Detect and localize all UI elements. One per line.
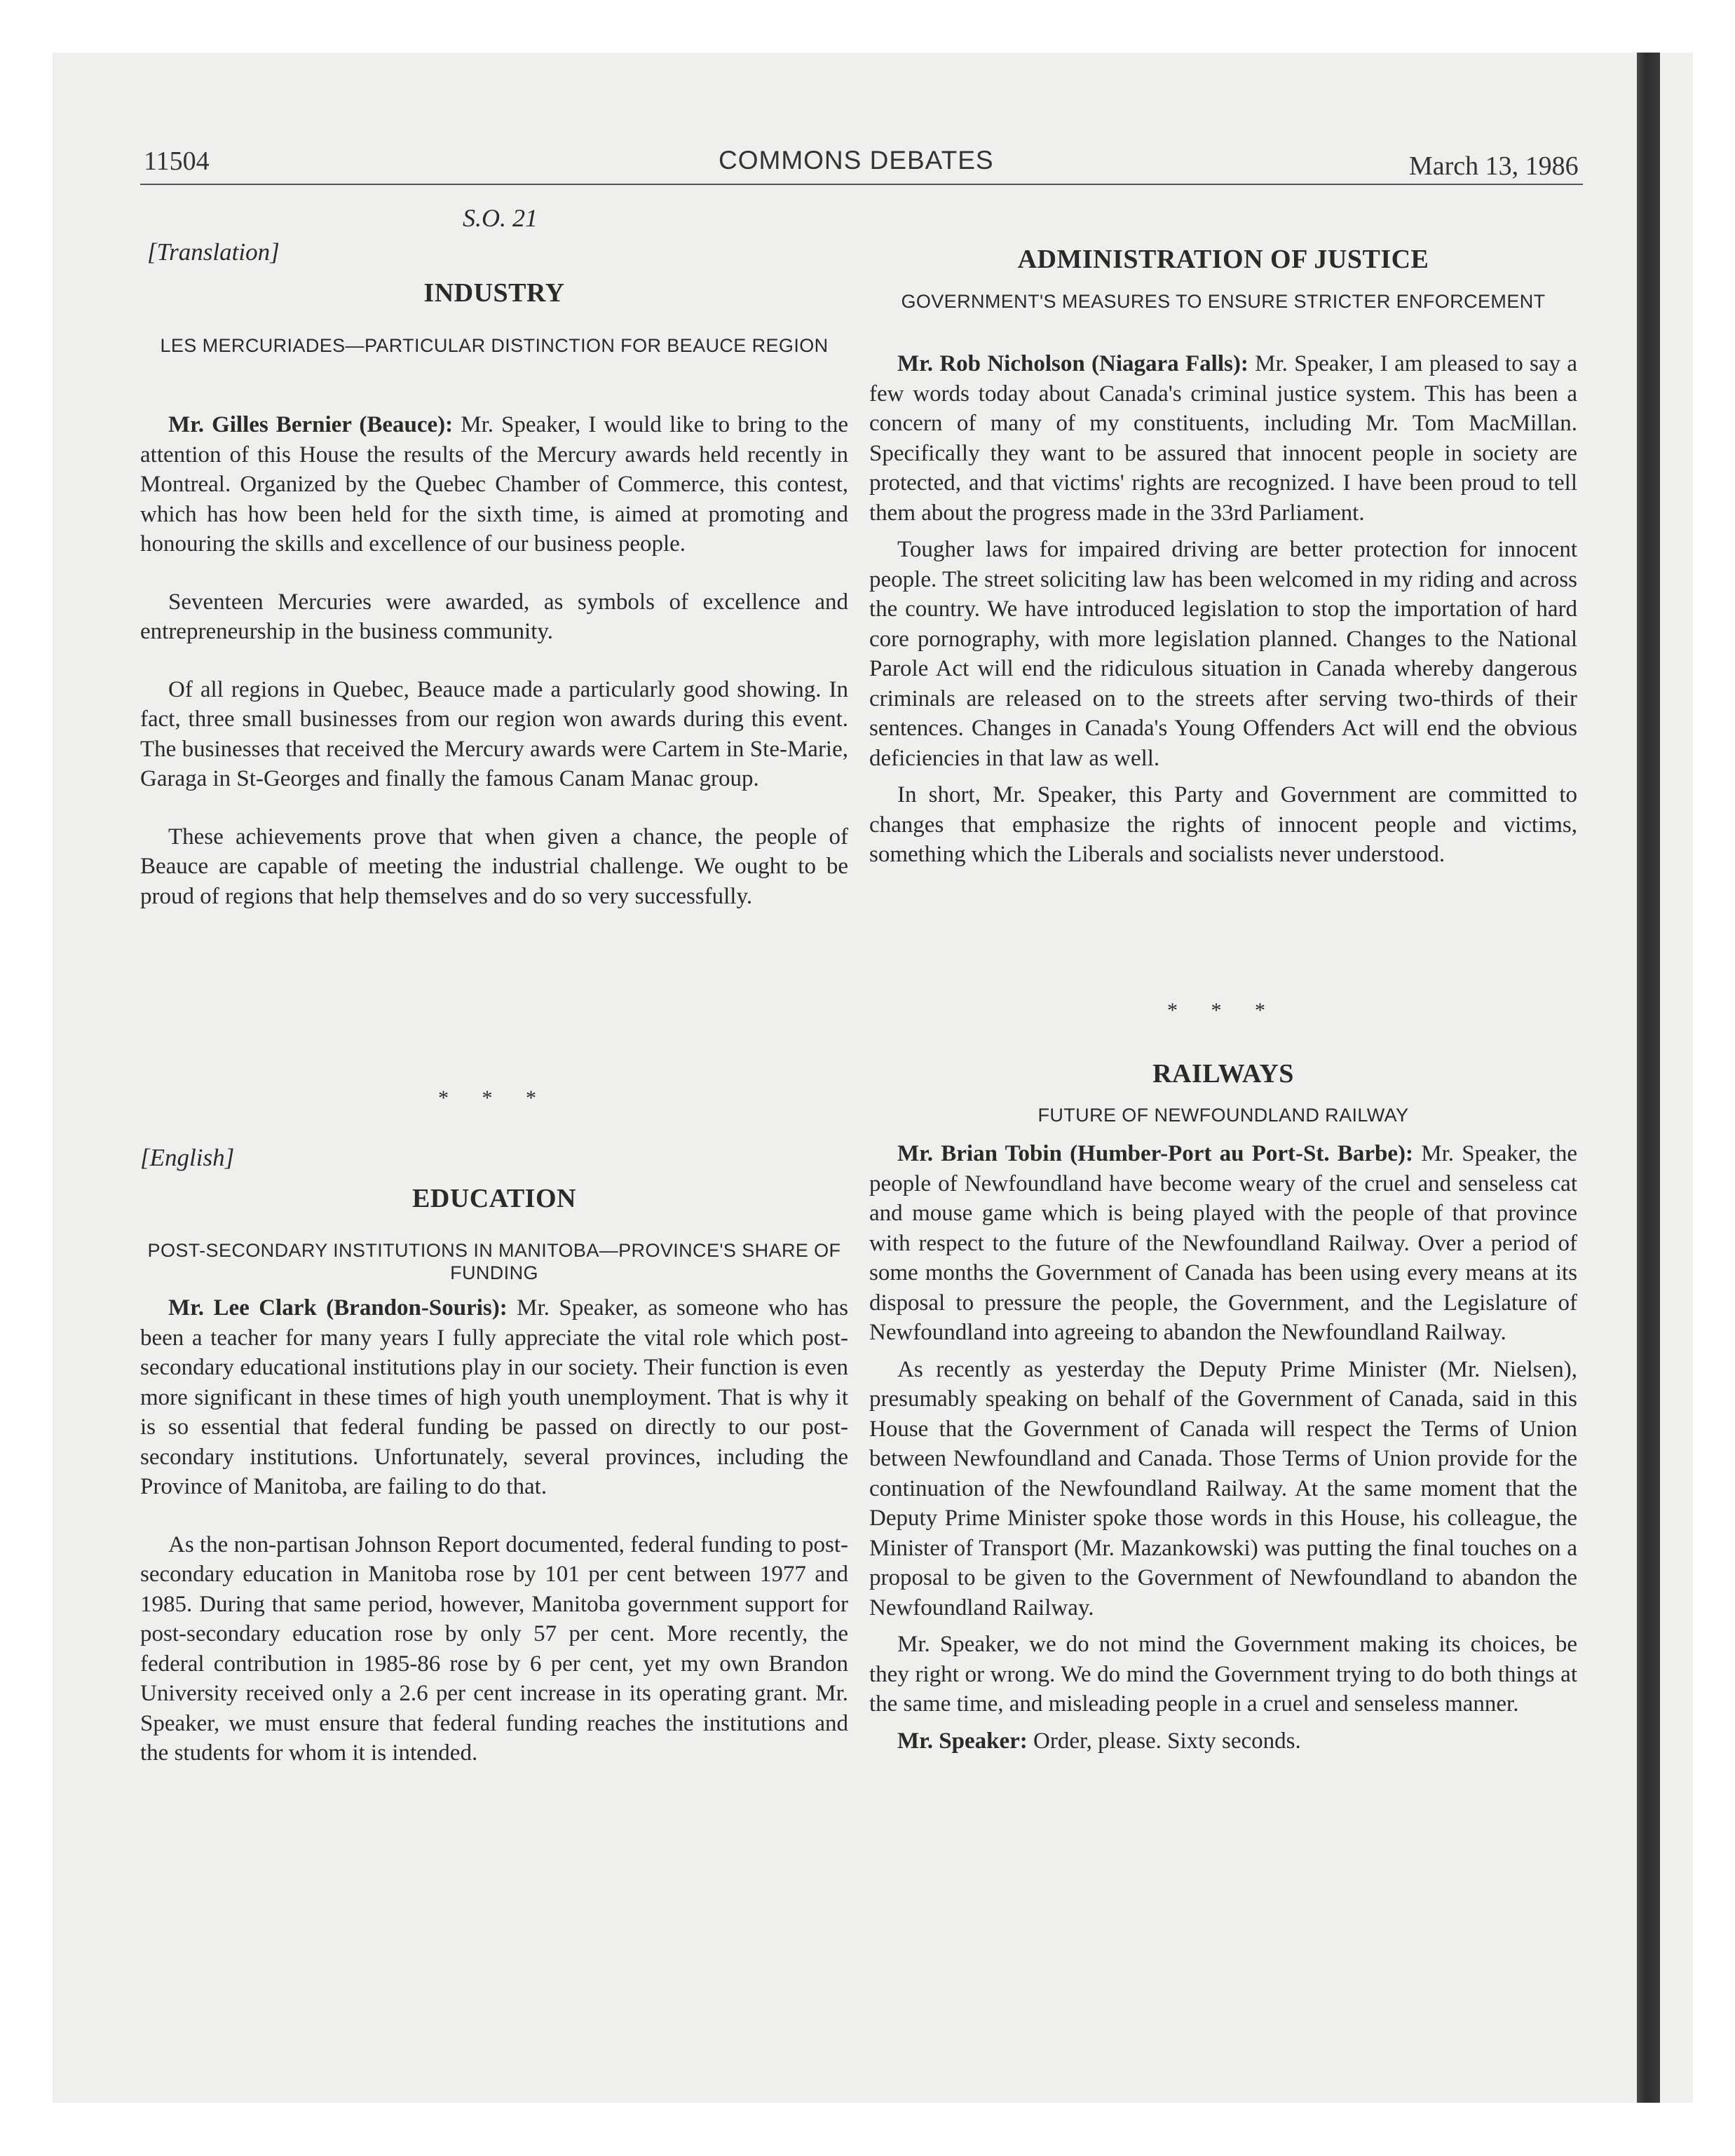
- industry-heading: INDUSTRY: [423, 278, 565, 308]
- industry-subheading: LES MERCURIADES—PARTICULAR DISTINCTION FOR BEAUCE REGION: [160, 335, 829, 356]
- paragraph: Mr. Rob Nicholson (Niagara Falls): Mr. Speaker, I am pleased to say a few words today about Canada's criminal justice system. This has been a concern of many of my constituents, including Mr. Tom MacMillan. Specifically they want to be assured that innocent people in society are protected, and that victims' rights are recognized. I have been proud to tell them about the progress made in the 33rd Parliament.: [869, 351, 1577, 526]
- justice-statement: [869, 349, 1577, 870]
- speaker-name: Mr. Brian Tobin (Humber-Port au Port-St. Barbe):: [897, 1141, 1413, 1166]
- paragraph: Of all regions in Quebec, Beauce made a particularly good showing. In fact, three small businesses from our region won awards during this event. The businesses that received the Mercury awards were Cartem in Ste-Marie, Garaga in St-Georges and finally the famous Canam Manac group.: [140, 676, 848, 791]
- justice-subheading: GOVERNMENT'S MEASURES TO ENSURE STRICTER ENFORCEMENT: [901, 291, 1546, 312]
- header-rule: [140, 184, 1583, 185]
- paragraph: Mr. Gilles Bernier (Beauce): Mr. Speaker, I would like to bring to the attention of this House the results of the Mercury awards held recently in Montreal. Organized by the Quebec Chamber of Commerce, this contest, which has how been held for the sixth time, is aimed at promoting and honouring the skills and excellence of our business people.: [140, 412, 848, 557]
- paragraph: Mr. Speaker, we do not mind the Government making its choices, be they right or wrong. We do mind the Government trying to do both things at the same time, and misleading people in a cruel and senseless manner.: [869, 1632, 1577, 1717]
- section-separator: * * *: [438, 1086, 550, 1110]
- speaker-name: Mr. Lee Clark (Brandon-Souris):: [168, 1295, 508, 1321]
- education-heading: EDUCATION: [412, 1184, 576, 1213]
- justice-heading: ADMINISTRATION OF JUSTICE: [1017, 245, 1429, 274]
- paragraph: In short, Mr. Speaker, this Party and Government are committed to changes that emphasize the rights of innocent people and victims, something which the Liberals and socialists never understood.: [869, 782, 1577, 867]
- english-tag: [English]: [140, 1144, 235, 1171]
- translation-tag: [Translation]: [147, 238, 280, 266]
- paragraph: Mr. Lee Clark (Brandon-Souris): Mr. Speaker, as someone who has been a teacher for many years I fully appreciate the vital role which post-secondary educational institutions play in our society. Their function is even more significant in these times of high youth unemployment. That is why it is so essential that federal funding be passed on directly to our post-secondary institutions. Unfortunately, several provinces, including the Province of Manitoba, are failing to do that.: [140, 1295, 849, 1499]
- publication-title: COMMONS DEBATES: [719, 146, 994, 175]
- section-separator: * * *: [1167, 999, 1279, 1022]
- page-number: 11504: [144, 146, 210, 176]
- railways-statement: [869, 1139, 1577, 1756]
- paragraph: Seventeen Mercuries were awarded, as symbols of excellence and entrepreneurship in the business community.: [140, 589, 848, 644]
- paragraph: Mr. Brian Tobin (Humber-Port au Port-St. Barbe): Mr. Speaker, the people of Newfoundland have become weary of the cruel and senseless cat and mouse game which is being played with the people of that province with respect to the future of the Newfoundland Railway. Over a period of some months the Government of Canada has been using every means at its disposal to pressure the people, the Government, and the Legislature of Newfoundland into agreeing to abandon the Newfoundland Railway.: [869, 1141, 1578, 1345]
- education-subheading: POST-SECONDARY INSTITUTIONS IN MANITOBA—PROVINCE'S SHARE OF FUNDING: [147, 1240, 841, 1283]
- paragraph: These achievements prove that when given a chance, the people of Beauce are capable of meeting the industrial challenge. We ought to be proud of regions that help themselves and do so very successfully.: [140, 824, 848, 909]
- speaker-name: Mr. Gilles Bernier (Beauce):: [168, 412, 454, 437]
- education-statement: [140, 1293, 848, 1768]
- paragraph: Mr. Speaker: Order, please. Sixty seconds.: [897, 1728, 1301, 1754]
- paragraph: Tougher laws for impaired driving are better protection for innocent people. The street soliciting law has been welcomed in my riding and across the country. We have introduced legislation to stop the importation of hard core pornography, with more legislation planned. Changes to the National Parole Act will end the ridiculous situation in Canada whereby dangerous criminals are released on to the streets after serving two-thirds of their sentences. Changes in Canada's Young Offenders Act will end the obvious deficiencies in that law as well.: [869, 537, 1577, 771]
- header-date: March 13, 1986: [1409, 151, 1579, 181]
- industry-statement: [140, 410, 848, 911]
- paragraph: As the non-partisan Johnson Report documented, federal funding to post-secondary education in Manitoba rose by 101 per cent between 1977 and 1985. During that same period, however, Manitoba government support for post-secondary education rose by only 57 per cent. More recently, the federal contribution in 1985-86 rose by 6 per cent, yet my own Brandon University received only a 2.6 per cent increase in its operating grant. Mr. Speaker, we must ensure that federal funding reaches the institutions and the students for whom it is intended.: [140, 1531, 848, 1766]
- paragraph: As recently as yesterday the Deputy Prime Minister (Mr. Nielsen), presumably speaking on behalf of the Government of Canada, said in this House that the Government of Canada will respect the Terms of Union between Newfoundland and Canada. Those Terms of Union provide for the continuation of the Newfoundland Railway. At the same moment that the Deputy Prime Minister spoke those words in this House, his colleague, the Minister of Transport (Mr. Mazankowski) was putting the final touches on a proposal to be given to the Government of Newfoundland to abandon the Newfoundland Railway.: [869, 1356, 1577, 1621]
- speaker-name: Mr. Rob Nicholson (Niagara Falls):: [897, 351, 1248, 376]
- standing-order-label: S.O. 21: [463, 204, 538, 232]
- railways-subheading: FUTURE OF NEWFOUNDLAND RAILWAY: [1037, 1105, 1409, 1126]
- speaker-name: Mr. Speaker:: [897, 1728, 1028, 1754]
- scan-edge-shadow: [1637, 53, 1660, 2103]
- railways-heading: RAILWAYS: [1152, 1059, 1294, 1089]
